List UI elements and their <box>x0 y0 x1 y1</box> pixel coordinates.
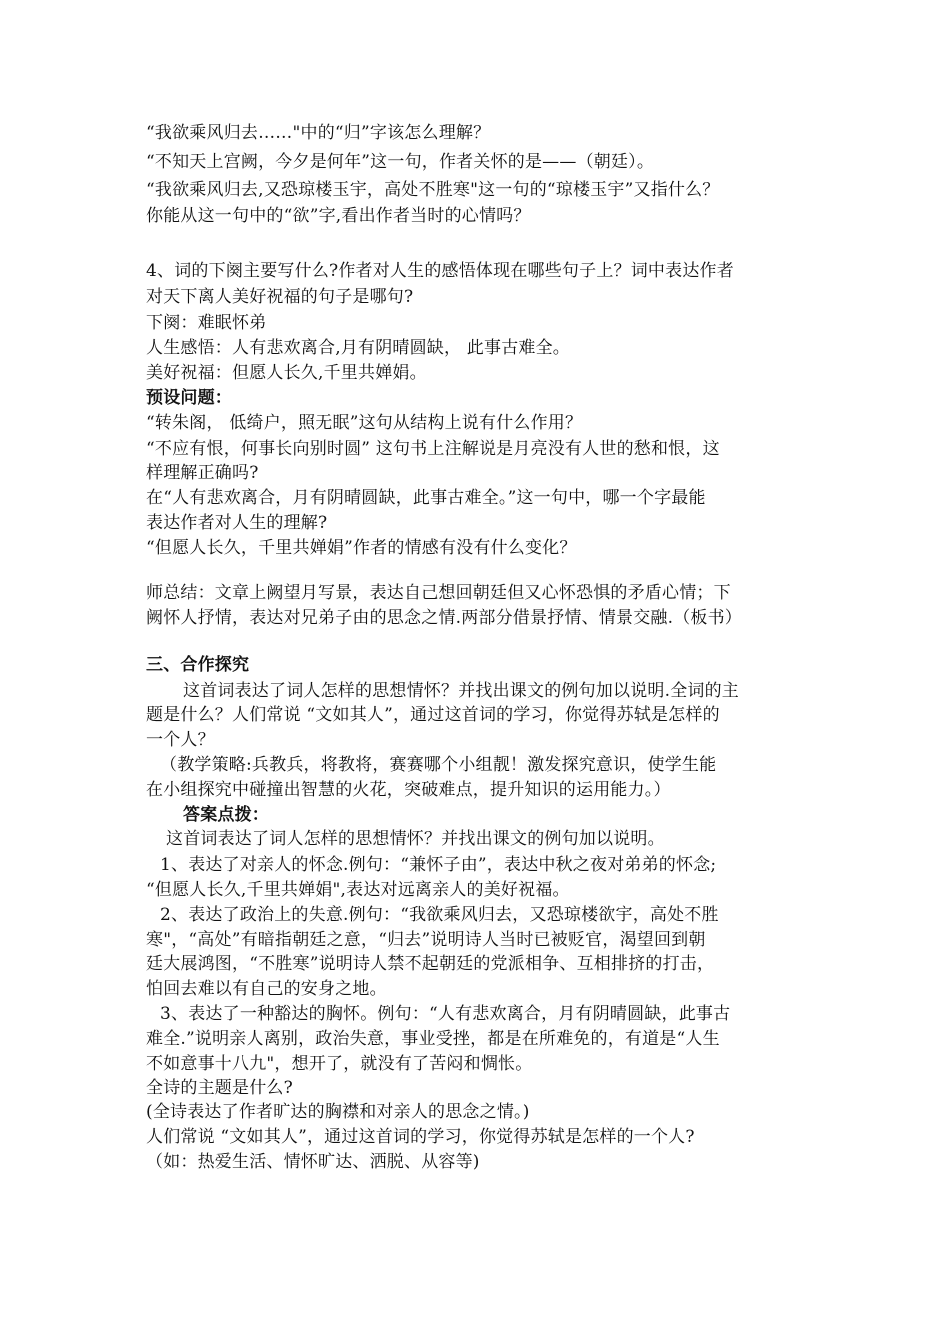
text-line: “不知天上宫阙，今夕是何年”这一句，作者关怀的是——（朝廷）。 <box>146 152 655 172</box>
text-line: “我欲乘风归去,又恐琼楼玉宇，高处不胜寒"这一句的“琼楼玉宇”又指什么？ <box>146 180 720 200</box>
text-line: 怕回去难以有自己的安身之地。 <box>146 979 387 999</box>
text-line: 廷大展鸿图，“不胜寒”说明诗人禁不起朝廷的党派相争、互相排挤的打击， <box>146 954 715 974</box>
text-line: (全诗表达了作者旷达的胸襟和对亲人的思念之情。) <box>146 1102 530 1122</box>
text-line: 美好祝福：但愿人长久,千里共婵娟。 <box>146 363 427 383</box>
text-line: 难全.”说明亲人离别，政治失意，事业受挫，都是在所难免的，有道是“人生 <box>146 1029 720 1049</box>
text-line: 这首词表达了词人怎样的思想情怀？并找出课文的例句加以说明。 <box>166 829 665 849</box>
answer-item: 1、表达了对亲人的怀念.例句：“兼怀子由”，表达中秋之夜对弟弟的怀念; <box>160 855 717 875</box>
text-line: 不如意事十八九"，想开了，就没有了苦闷和惆怅。 <box>146 1054 533 1074</box>
text-line: 寒"，“高处”有暗指朝廷之意，“归去”说明诗人当时已被贬官，渴望回到朝 <box>146 930 706 950</box>
text-line: 题是什么？人们常说 “文如其人”，通过这首词的学习，你觉得苏轼是怎样的 <box>146 705 720 725</box>
text-line: 在“人有悲欢离合，月有阴晴圆缺，此事古难全。”这一句中，哪一个字最能 <box>146 488 706 508</box>
text-line: 下阕：难眠怀弟 <box>146 313 267 333</box>
text-line: （如：热爱生活、情怀旷达、洒脱、从容等) <box>146 1152 480 1172</box>
text-line: 表达作者对人生的理解? <box>146 513 328 533</box>
text-line: 人生感悟：人有悲欢离合,月有阴晴圆缺， 此事古难全。 <box>146 338 571 358</box>
summary-line: 师总结：文章上阙望月写景，表达自己想回朝廷但又心怀恐惧的矛盾心情；下 <box>146 583 731 603</box>
text-line: “但愿人长久，千里共婵娟”作者的情感有没有什么变化？ <box>146 538 577 558</box>
text-line: 样理解正确吗? <box>146 463 259 483</box>
answer-item: 2、表达了政治上的失意.例句：“我欲乘风归去，又恐琼楼欲宇，高处不胜 <box>160 905 719 925</box>
text-line: 一个人？ <box>146 730 215 750</box>
text-line: 人们常说 “文如其人”，通过这首词的学习，你觉得苏轼是怎样的一个人? <box>146 1127 695 1147</box>
strategy-line: （教学策略:兵教兵，将教将，赛赛哪个小组靓！激发探究意识，使学生能 <box>160 755 717 775</box>
text-line: 对天下离人美好祝福的句子是哪句? <box>146 287 414 307</box>
text-line: 全诗的主题是什么? <box>146 1078 293 1098</box>
text-line: “我欲乘风归去……"中的“归”字该怎么理解？ <box>146 123 491 143</box>
text-line: “但愿人长久,千里共婵娟",表达对远离亲人的美好祝福。 <box>146 880 570 900</box>
question-heading: 4、词的下阕主要写什么?作者对人生的感悟体现在哪些句子上？词中表达作者 <box>146 261 734 281</box>
text-line: 你能从这一句中的“欲”字,看出作者当时的心情吗？ <box>146 206 531 226</box>
strategy-line: 在小组探究中碰撞出智慧的火花，突破难点，提升知识的运用能力。） <box>146 780 671 800</box>
answer-hint-label: 答案点拨： <box>183 805 269 825</box>
section-heading: 三、合作探究 <box>146 655 250 675</box>
answer-item: 3、表达了一种豁达的胸怀。例句：“人有悲欢离合，月有阴晴圆缺，此事古 <box>160 1004 731 1024</box>
text-line: “不应有恨，何事长向别时圆” 这句书上注解说是月亮没有人世的愁和恨，这 <box>146 439 720 459</box>
preset-questions-label: 预设问题： <box>146 388 232 408</box>
text-line: “转朱阁， 低绮户，照无眠”这句从结构上说有什么作用？ <box>146 413 583 433</box>
text-line: 这首词表达了词人怎样的思想情怀？并找出课文的例句加以说明.全词的主 <box>183 681 740 701</box>
summary-line: 阙怀人抒情，表达对兄弟子由的思念之情.两部分借景抒情、情景交融.（板书） <box>146 608 743 628</box>
